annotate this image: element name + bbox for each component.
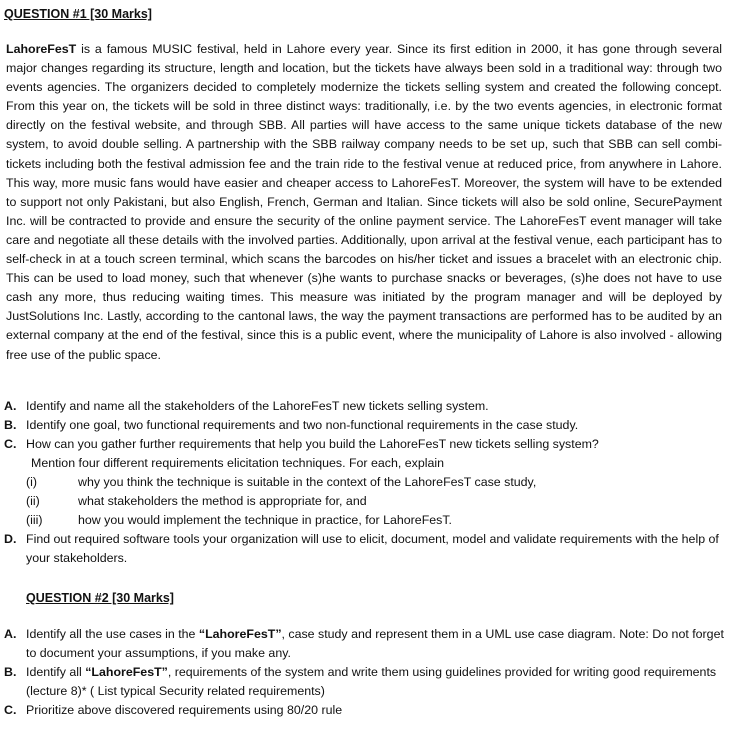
case-study-name: LahoreFesT	[6, 42, 77, 56]
question-2-tasks	[0, 625, 726, 720]
task-item: A. Identify and name all the stakeholders of the LahoreFesT new tickets selling system.	[4, 399, 489, 413]
task-subline: Mention four different requirements elicitation techniques. For each, explain	[31, 456, 445, 470]
task-item: D. Find out required software tools your organization will use to elicit, document, model and validate requirements with the help of your stakeholders.	[4, 532, 719, 565]
task-item: A. Identify all the use cases in the “LahoreFesT”, case study and represent them in a UML use case diagram. Note: Do not forget to document your assumptions, if you make any.	[4, 627, 724, 660]
task-item: C. Prioritize above discovered requirements using 80/20 rule	[4, 703, 343, 717]
sub-question: (ii) what stakeholders the method is appropriate for, and	[26, 494, 367, 508]
case-study-paragraph	[6, 40, 722, 365]
task-item: B. Identify one goal, two functional requirements and two non-functional requirements in the case study.	[4, 418, 579, 432]
task-item: B. Identify all “LahoreFesT”, requirements of the system and write them using guidelines provided for writing good requirements (lecture 8)* ( List typical Security related requirements)	[4, 665, 717, 698]
question-1-tasks	[0, 397, 726, 568]
case-study-text: is a famous MUSIC festival, held in Lahore every year. Since its first edition in 2000, it has gone through several major changes regarding its structure, length and location, but the tickets have always been sold in a traditional way: through two events agencies. The organizers decided to completely modernize the tickets selling system and created the following concept. From this year on, the tickets will be sold in three distinct ways: traditionally, i.e. by the two events agencies, in electronic format directly on the festival website, and through SBB. All parties will have access to the same unique tickets database of the new system, to avoid double selling. A partnership with the SBB railway company needs to be set up, such that SBB can sell combi-tickets including both the festival admission fee and the train ride to the festival venue at reduced price, from anywhere in Lahore. This way, more music fans would have easier and cheaper access to LahoreFesT. Moreover, the system will have to be extended to support not only Pakistani, but also English, French, German and Italian. Since tickets will also be sold online, SecurePayment Inc. will be contracted to provide and ensure the security of the online payment service. The LahoreFesT event manager will take care and negotiate all these details with the involved parties. Additionally, upon arrival at the festival venue, each participant has to self-check in at a touch screen terminal, which scans the barcodes on his/her ticket and issues a bracelet with an electronic chip. This can be used to load money, such that whenever (s)he wants to purchase snacks or beverages, (s)he does not have to use cash any more, thus reducing waiting times. This measure was initiated by the program manager and will be deployed by JustSolutions Inc. Lastly, according to the cantonal laws, the way the payment transactions are performed has to be audited by an external company at the end of the festival, since this is a public event, where the municipality of Lahore is also involved - allowing free use of the public space.	[6, 42, 722, 362]
task-item: C. How can you gather further requirements that help you build the LahoreFesT new tickets selling system?	[4, 437, 599, 451]
question-2-heading: QUESTION #2 [30 Marks]	[26, 591, 174, 605]
sub-question: (iii) how you would implement the technique in practice, for LahoreFesT.	[26, 513, 452, 527]
question-1-heading: QUESTION #1 [30 Marks]	[4, 7, 152, 21]
sub-question: (i) why you think the technique is suitable in the context of the LahoreFesT case study,	[26, 475, 537, 489]
